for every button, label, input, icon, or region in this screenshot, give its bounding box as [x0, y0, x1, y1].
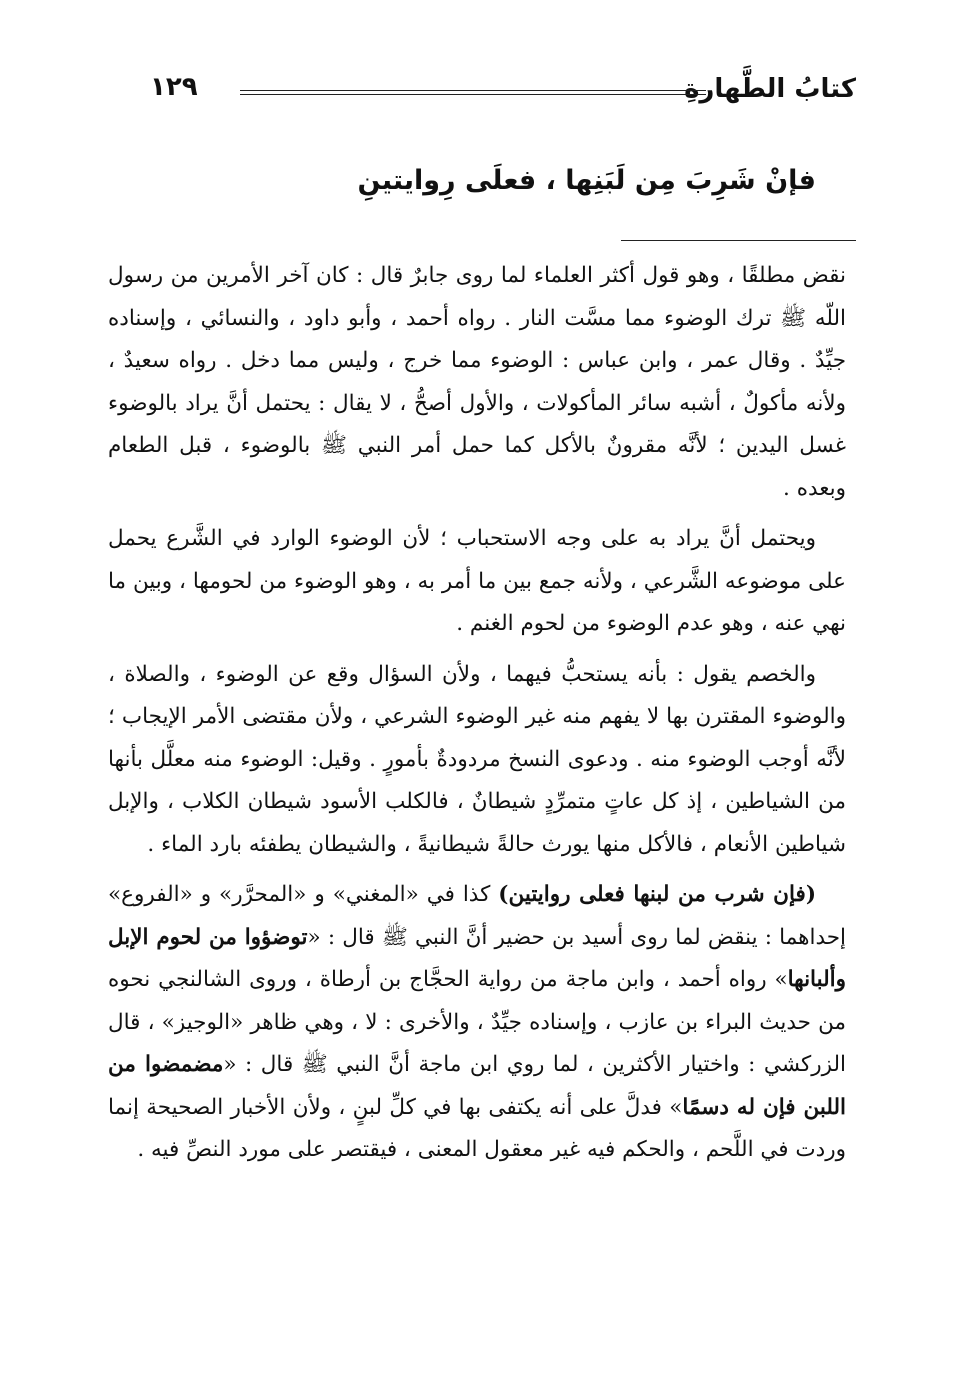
paragraph-4-text-2: » رواه أحمد ، وابن ماجة من رواية الحجَّاج بن أرطاة ، وروى الشالنجي نحوه من حديث البراء بن عازب ، وإسناده جيِّدٌ ، والأخرى : لا ، وهي ظاهر «الوجيز» ، قال الزركشي : واختيار الأكثرين ، لما روي ابن ماجة أنَّ النبي ﷺ قال : «: [108, 967, 846, 1077]
paragraph-4-text-1: كذا في «المغني» و «المحرَّر» و «الفروع» إحداهما : ينقض لما روى أسيد بن حضير أنَّ النبي ﷺ قال : «: [108, 882, 847, 950]
page-number: ١٢٩: [150, 72, 198, 102]
matn-quote: ( فإن شرب من لبنها فعلى روايتين ): [498, 882, 816, 907]
paragraph-1: نقض مطلقًا ، وهو قول أكثر العلماء لما روى جابرٌ قال : كان آخر الأمرين من رسول اللّه ﷺ ترك الوضوء مما مسَّت النار . رواه أحمد ، وأبو داود ، والنسائي ، وإسناده جيِّدٌ . وقال عمر ، وابن عباس : الوضوء مما خرج ، وليس مما دخل . رواه سعيدٌ ، ولأنه مأكولٌ ، أشبه سائر المأكولات ، والأول أصحُّ ، لا يقال : يحتمل أنَّ يراد بالوضوء غسل اليدين ؛ لأنَّه مقرونٌ بالأكل كما حمل أمر النبي ﷺ بالوضوء ، قبل الطعام وبعده .: [108, 263, 846, 501]
hadith-quote-1: توضؤوا من لحوم الإبل وألبانها: [108, 924, 846, 992]
paragraph-4: [108, 874, 846, 1172]
hadith-quote-2: مضمضوا من اللبن فإن له دسمًا: [108, 1052, 846, 1120]
commentary-text: [108, 255, 846, 1180]
commentary-separator: [621, 240, 856, 241]
paragraph-4-text-3: » فدلَّ على أنه يكتفى بها في كلِّ لبنٍ ، ولأن الأخبار الصحيحة إنما وردت في اللَّحم ، والحكم فيه غير معقول المعنى ، فيقتصر على مورد النصِّ فيه .: [108, 1094, 846, 1162]
header-rule: [240, 90, 706, 91]
matn-heading: فإنْ شَرِبَ مِن لَبَنِها ، فعلَى رِوايتينِ: [357, 165, 816, 196]
running-title: كتابُ الطَّهارةِ: [684, 74, 856, 104]
page-header: [150, 70, 856, 110]
paragraph-3: والخصم يقول : بأنه يستحبُّ فيهما ، ولأن السؤال وقع عن الوضوء ، والصلاة ، والوضوء المقترن بها لا يفهم منه غير الوضوء الشرعي ، ولأن مقتضى الأمر الإيجاب ؛ لأنَّه أوجب الوضوء منه . ودعوى النسخ مردودةٌ بأمورٍ . وقيل: الوضوء منه معلَّل بأنها من الشياطين ، إذ كل عاتٍ متمرِّدٍ شيطانٌ ، فالكلب الأسود شيطان الكلاب ، والإبل شياطين الأنعام ، فالأكل منها يورث حالةً شيطانيةً ، والشيطان يطفئه بارد الماء .: [108, 661, 846, 857]
paragraph-2: ويحتمل أنَّ يراد به على وجه الاستحباب ؛ لأن الوضوء الوارد في الشَّرع يحمل على موضوعه الشَّرعي ، ولأنه جمع بين ما أمر به ، وهو الوضوء من لحومها ، وبين ما نهي عنه ، وهو عدم الوضوء من لحوم الغنم .: [108, 526, 846, 636]
